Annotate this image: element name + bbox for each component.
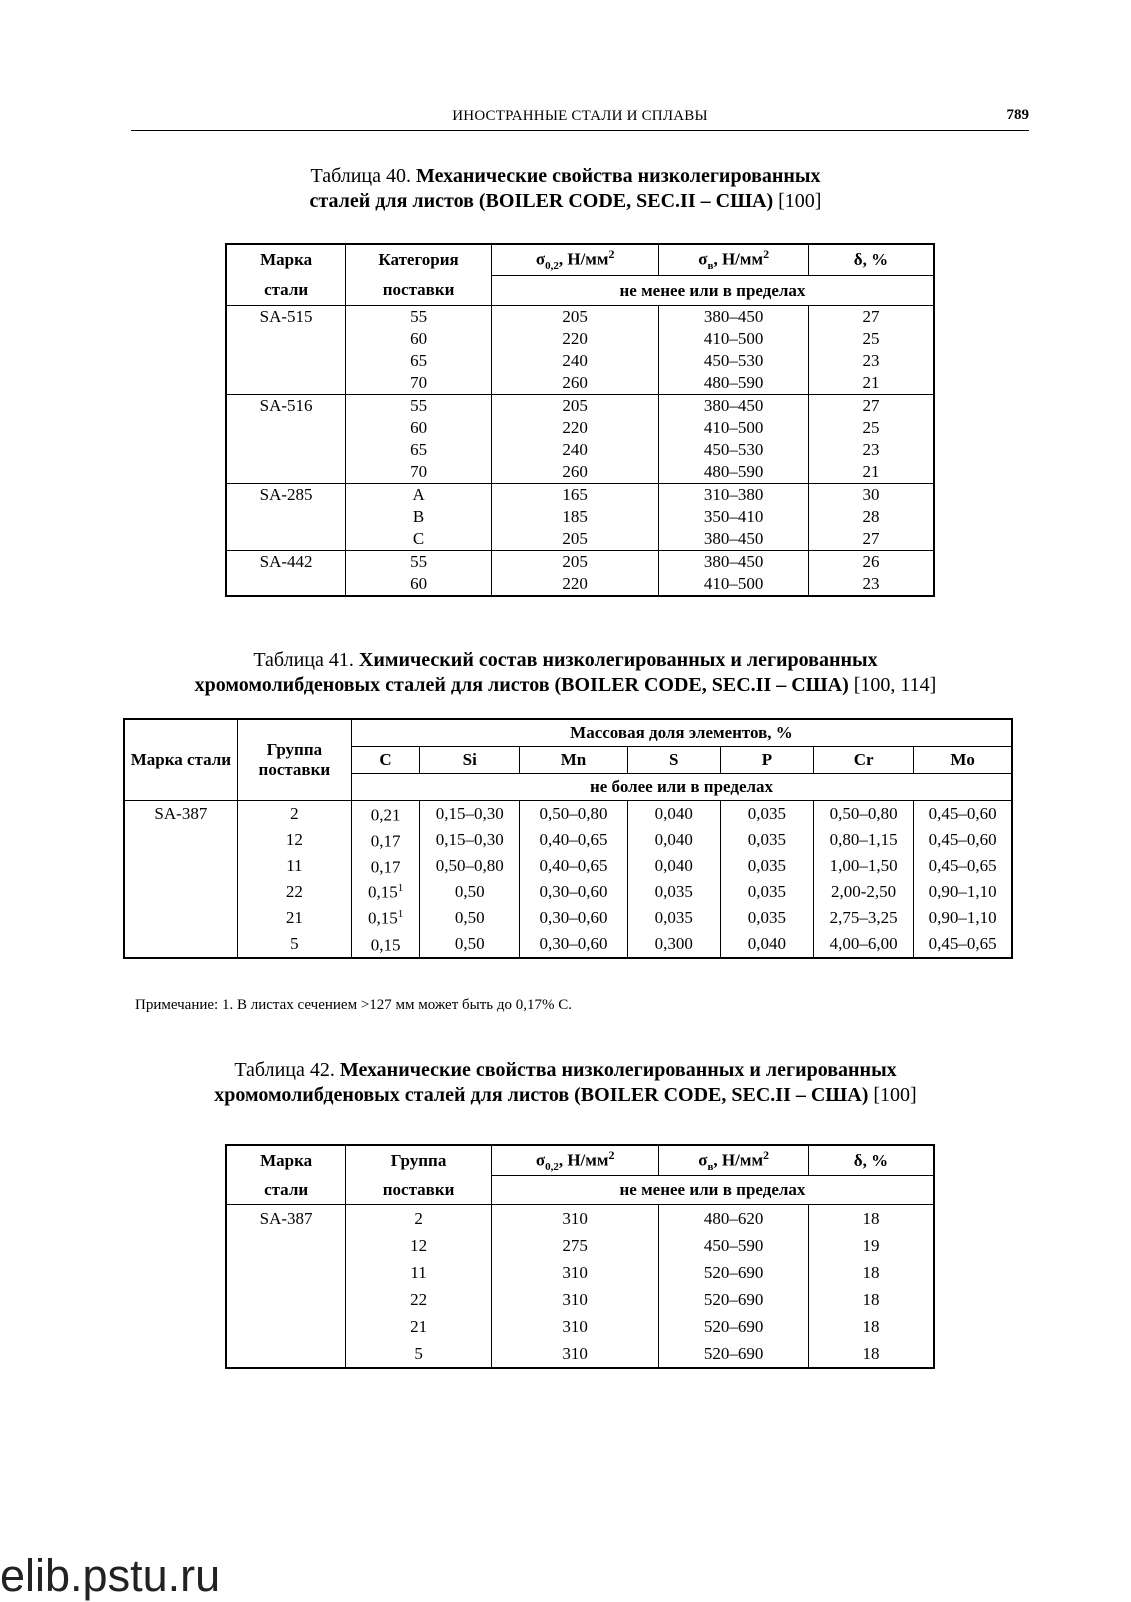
table-row: 22 310 520–690 18 [226, 1286, 934, 1313]
col-header-group: Группа поставки [237, 719, 351, 801]
col-header-mn: Mn [520, 747, 627, 774]
col-header-yield-strength: $\sigma_{0,2}$, Н/мм$^2$ [491, 244, 658, 276]
table-row: 12 275 450–590 19 [226, 1232, 934, 1259]
page-number: 789 [1006, 107, 1029, 123]
table-row: 5 310 520–690 18 [226, 1340, 934, 1368]
table-40 [225, 243, 935, 597]
table-40-group [226, 551, 934, 597]
table-41-note: Примечание: 1. В листах сечением >127 мм может быть до 0,17% С. [135, 997, 572, 1013]
col-header-elongation: δ, % [808, 1145, 934, 1176]
col-header-category-line2: поставки [346, 276, 492, 306]
col-header-yield-strength: $\sigma_{0,2}$, Н/мм$^2$ [491, 1145, 658, 1176]
col-header-tensile-strength: $\sigma_в$, Н/мм$^2$ [659, 1145, 809, 1176]
table-row: 5 0,15 0,50 0,30–0,60 0,300 0,040 4,00–6,00 0,45–0,65 [124, 931, 1012, 958]
table-row: B 185 350–410 28 [226, 506, 934, 528]
col-header-span: не менее или в пределах [491, 1176, 934, 1205]
table-41-caption-title-line1: Химический состав низколегированных и легированных [358, 649, 878, 671]
table-row: 60 220 410–500 25 [226, 328, 934, 350]
table-41 [123, 718, 1013, 959]
col-header-mass-fraction: Массовая доля элементов, % [352, 719, 1013, 747]
col-header-tensile-strength: $\sigma_в$, Н/мм$^2$ [659, 244, 809, 276]
col-header-elongation: δ, % [808, 244, 934, 276]
table-41-caption-ref: [100, 114] [853, 674, 937, 696]
table-row: 11 310 520–690 18 [226, 1259, 934, 1286]
col-header-grade: Марка [260, 250, 313, 270]
table-row: SA-387 2 0,21 0,15–0,30 0,50–0,80 0,040 0,035 0,50–0,80 0,45–0,60 [124, 801, 1012, 828]
table-40-group [226, 306, 934, 395]
col-header-s: S [627, 747, 720, 774]
table-40-caption-ref: [100] [778, 190, 822, 212]
grade-cell: SA-387 [259, 1208, 313, 1228]
grade-cell: SA-387 [124, 801, 237, 828]
table-41-caption-title-line2: хромомолибденовых сталей для листов (BOILER CODE, SEC.II – США) [194, 674, 849, 696]
grade-cell: SA-515 [259, 307, 313, 326]
table-40-caption [0, 164, 1131, 214]
col-header-grade: Марка стали [124, 719, 237, 801]
table-40-caption-title-line2: сталей для листов (BOILER CODE, SEC.II – США) [309, 190, 774, 212]
table-41-caption [0, 648, 1131, 698]
table-40-caption-prefix: Таблица 40. [310, 165, 412, 187]
col-header-group-line2: поставки [346, 1176, 492, 1205]
col-header-p: P [720, 747, 813, 774]
table-40-caption-title-line1: Механические свойства низколегированных [416, 165, 821, 187]
col-header-c: C [352, 747, 420, 774]
col-header-si: Si [420, 747, 520, 774]
col-header-grade-line2: стали [264, 280, 309, 300]
col-header-category: Категория [346, 244, 492, 276]
table-40-group [226, 395, 934, 484]
table-42 [225, 1144, 935, 1369]
col-header-cr: Cr [814, 747, 914, 774]
table-42-caption [0, 1058, 1131, 1108]
table-row: SA-515 55 205 380–450 27 [226, 306, 934, 329]
table-row: 22 0,15$^1$ 0,50 0,30–0,60 0,035 0,035 2,00-2,50 0,90–1,10 [124, 879, 1012, 905]
col-header-span: не более или в пределах [352, 774, 1013, 801]
table-row: 21 310 520–690 18 [226, 1313, 934, 1340]
table-42-caption-title-line1: Механические свойства низколегированных и легированных [339, 1059, 897, 1081]
table-row: 70 260 480–590 21 [226, 372, 934, 395]
table-row: 65 240 450–530 23 [226, 350, 934, 372]
table-42-caption-prefix: Таблица 42. [234, 1059, 335, 1081]
watermark: elib.pstu.ru [0, 1550, 221, 1601]
col-header-span: не менее или в пределах [491, 276, 934, 306]
table-42-caption-ref: [100] [873, 1084, 917, 1106]
col-header-grade-line2: стали [264, 1179, 309, 1199]
table-42-caption-title-line2: хромомолибденовых сталей для листов (BOILER CODE, SEC.II – США) [214, 1084, 869, 1106]
running-header-title: ИНОСТРАННЫЕ СТАЛИ И СПЛАВЫ [452, 108, 708, 124]
table-row: 70 260 480–590 21 [226, 461, 934, 484]
grade-cell: SA-442 [259, 552, 313, 571]
table-40-group [226, 484, 934, 551]
col-header-mo: Mo [914, 747, 1012, 774]
grade-cell: SA-516 [259, 396, 313, 415]
table-row: SA-442 55 205 380–450 26 [226, 551, 934, 574]
table-row: C 205 380–450 27 [226, 528, 934, 551]
table-row: 65 240 450–530 23 [226, 439, 934, 461]
table-row: 21 0,15$^1$ 0,50 0,30–0,60 0,035 0,035 2,75–3,25 0,90–1,10 [124, 905, 1012, 931]
table-41-caption-prefix: Таблица 41. [253, 649, 354, 671]
grade-cell: SA-285 [259, 485, 313, 504]
table-row: 11 0,17 0,50–0,80 0,40–0,65 0,040 0,035 1,00–1,50 0,45–0,65 [124, 853, 1012, 879]
table-row: 60 220 410–500 23 [226, 573, 934, 596]
col-header-grade: Марка [260, 1150, 313, 1170]
table-row: SA-387 2 310 480–620 18 [226, 1205, 934, 1233]
table-row: 12 0,17 0,15–0,30 0,40–0,65 0,040 0,035 0,80–1,15 0,45–0,60 [124, 827, 1012, 853]
table-row: 60 220 410–500 25 [226, 417, 934, 439]
col-header-group: Группа [346, 1145, 492, 1176]
table-row: SA-285 A 165 310–380 30 [226, 484, 934, 507]
running-header [131, 104, 1029, 131]
table-row: SA-516 55 205 380–450 27 [226, 395, 934, 418]
